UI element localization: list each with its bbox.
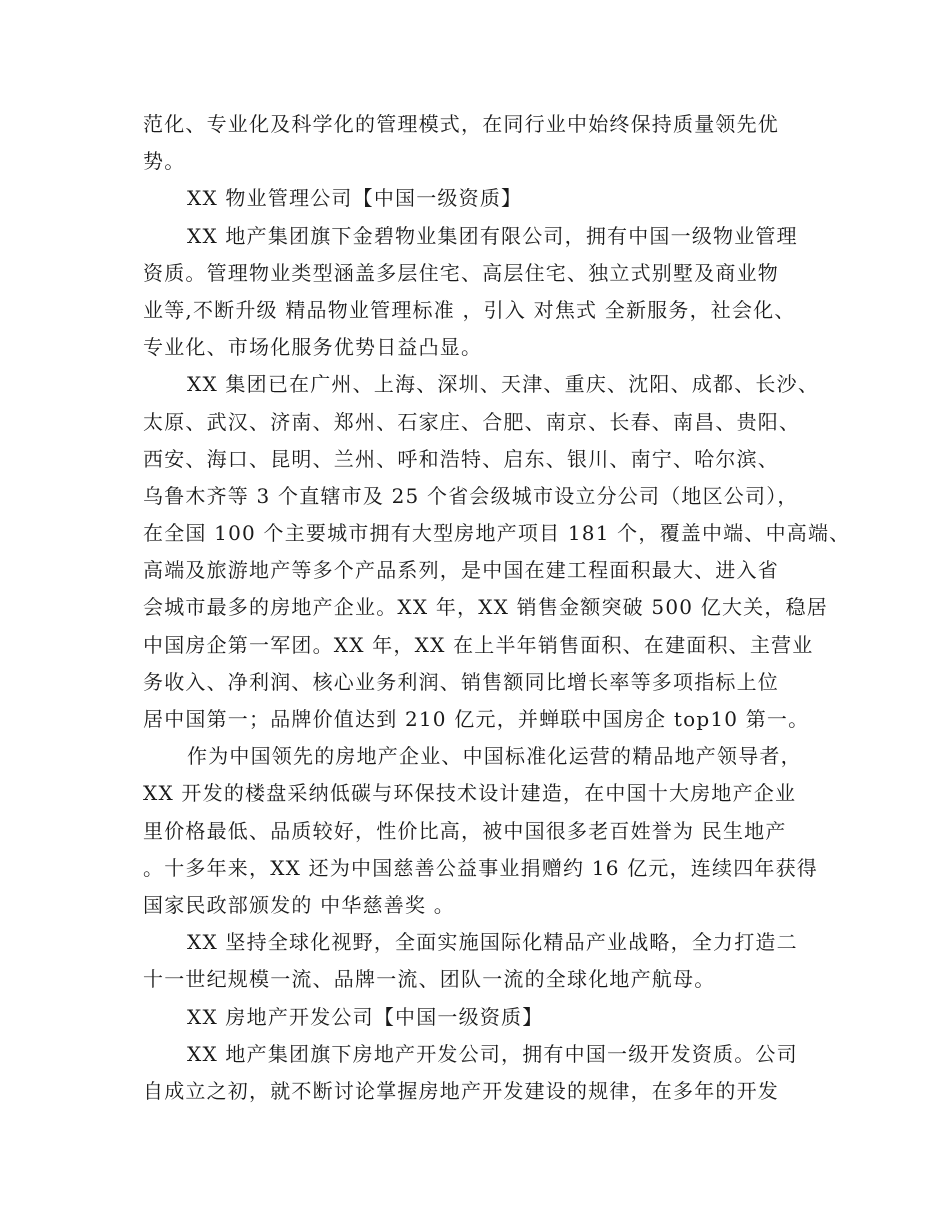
text-line: 中国房企第一军团。XX 年，XX 在上半年销售面积、在建面积、主营业	[143, 632, 814, 657]
text-line: 范化、专业化及科学化的管理模式，在同行业中始终保持质量领先优	[143, 112, 779, 136]
text-line: XX 开发的楼盘采纳低碳与环保技术设计建造，在中国十大房地产企业	[143, 781, 797, 806]
text-line: 太原、武汉、济南、郑州、石家庄、合肥、南京、长春、南昌、贵阳、	[143, 409, 801, 434]
text-line: 高端及旅游地产等多个产品系列，是中国在建工程面积最大、进入省	[143, 558, 779, 583]
text-line: 国家民政部颁发的 中华慈善奖 。	[143, 892, 455, 917]
text-line: 业等,不断升级 精品物业管理标准 ，引入 对焦式 全新服务，社会化、	[143, 297, 796, 322]
text-line: XX 地产集团旗下金碧物业集团有限公司，拥有中国一级物业管理	[187, 223, 798, 248]
text-line: 。十多年来，XX 还为中国慈善公益事业捐赠约 16 亿元，连续四年获得	[143, 855, 818, 880]
document-body	[143, 106, 851, 1110]
text-line: 自成立之初，就不断讨论掌握房地产开发建设的规律，在多年的开发	[143, 1078, 779, 1103]
section-heading: XX 物业管理公司【中国一级资质】	[187, 186, 523, 211]
text-line: 十一世纪规模一流、品牌一流、团队一流的全球化地产航母。	[143, 967, 716, 992]
text-line: 资质。管理物业类型涵盖多层住宅、高层住宅、独立式别墅及商业物	[143, 260, 779, 285]
text-line: XX 集团已在广州、上海、深圳、天津、重庆、沈阳、成都、长沙、	[187, 372, 820, 397]
text-line: 乌鲁木齐等 3 个直辖市及 25 个省会级城市设立分公司（地区公司），	[143, 483, 799, 508]
text-line: 居中国第一；品牌价值达到 210 亿元，并蝉联中国房企 top10 第一。	[143, 707, 810, 731]
text-line: 务收入、净利润、核心业务利润、销售额同比增长率等多项指标上位	[143, 669, 779, 694]
text-line: 会城市最多的房地产企业。XX 年，XX 销售金额突破 500 亿大关，稳居	[143, 595, 828, 620]
section-heading: XX 房地产开发公司【中国一级资质】	[187, 1004, 544, 1029]
text-line: 里价格最低、品质较好，性价比高，被中国很多老百姓誉为 民生地产	[143, 818, 787, 843]
text-line: 作为中国领先的房地产企业、中国标准化运营的精品地产领导者，	[187, 744, 802, 769]
text-line: XX 地产集团旗下房地产开发公司，拥有中国一级开发资质。公司	[187, 1041, 798, 1066]
text-line: 势。	[143, 149, 186, 174]
text-line: 西安、海口、昆明、兰州、呼和浩特、启东、银川、南宁、哈尔滨、	[143, 446, 779, 471]
text-line: XX 坚持全球化视野，全面实施国际化精品产业战略，全力打造二	[187, 930, 798, 955]
text-line: 在全国 100 个主要城市拥有大型房地产项目 181 个，覆盖中端、中高端、	[143, 521, 851, 546]
text-line: 专业化、市场化服务优势日益凸显。	[143, 335, 483, 360]
